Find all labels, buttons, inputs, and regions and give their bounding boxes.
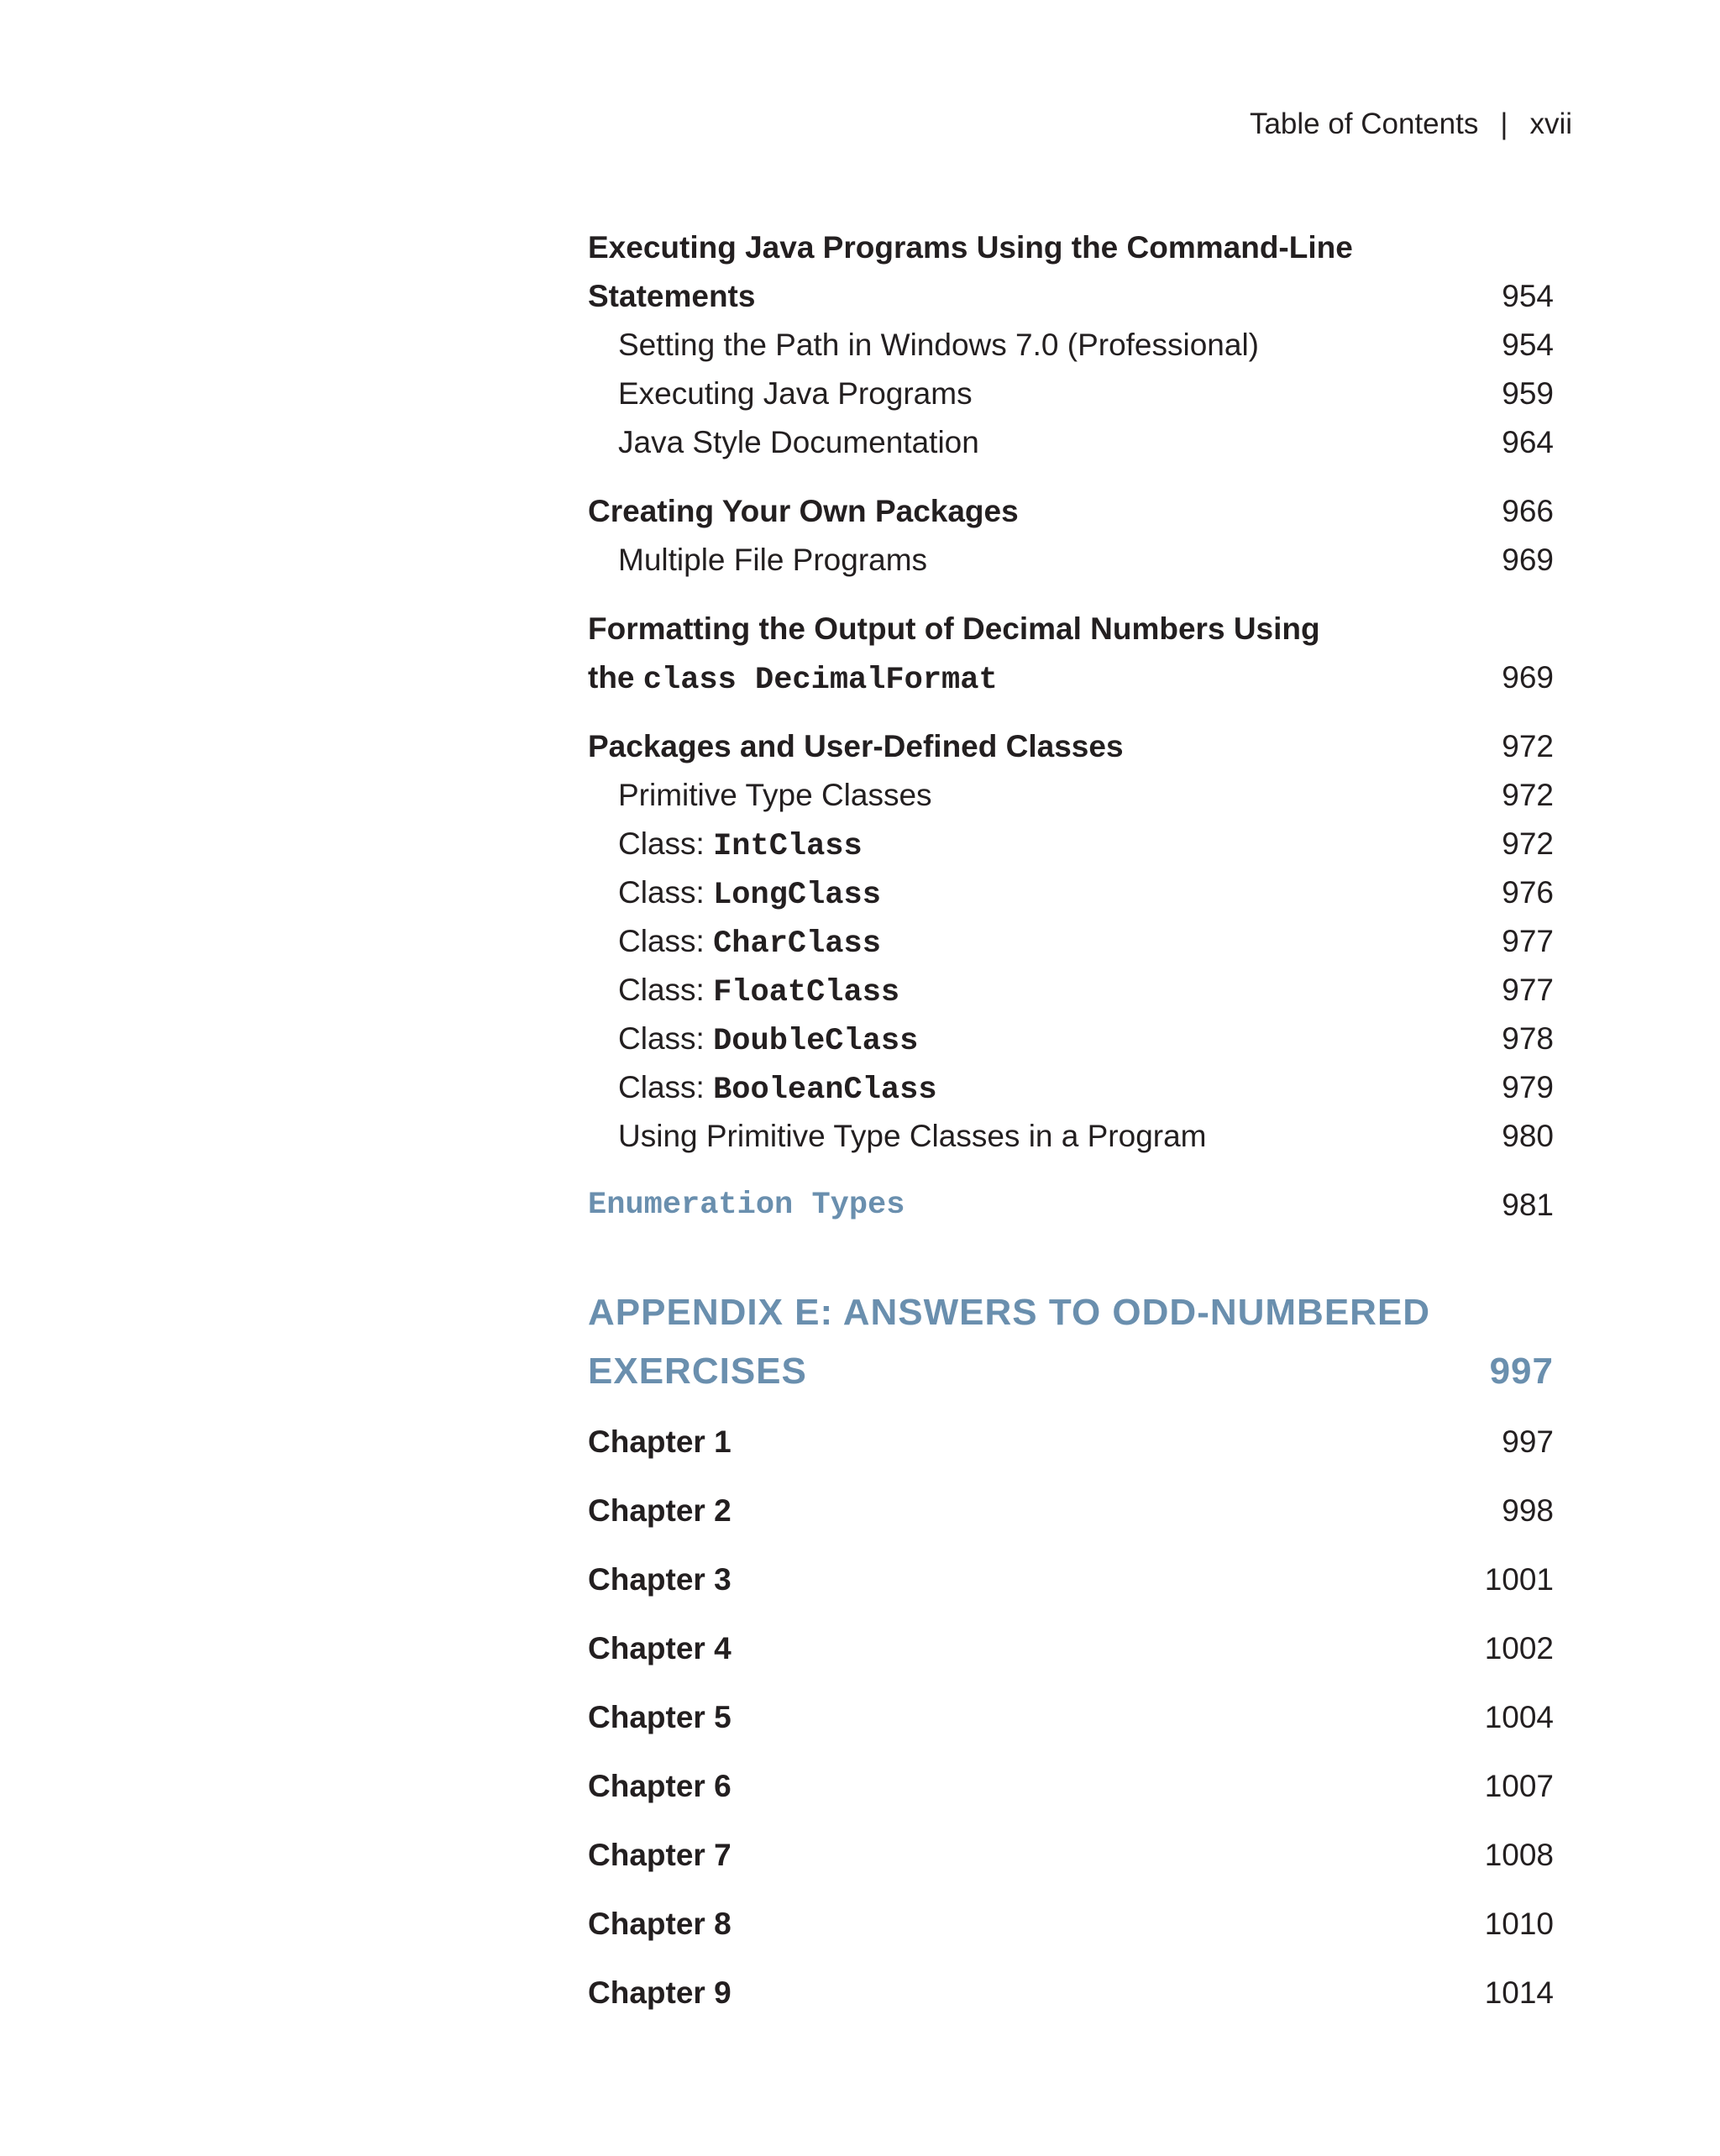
toc-chapter-title: Chapter 4 xyxy=(588,1631,732,1666)
toc-appendix-title: APPENDIX E: ANSWERS TO ODD-NUMBERED xyxy=(588,1292,1431,1333)
toc-entry-formatting-line1 xyxy=(588,605,1554,653)
toc-subentry xyxy=(588,1112,1554,1161)
toc-subentry-page: 964 xyxy=(1502,425,1554,459)
toc-subentry-prefix: Class: xyxy=(618,1070,714,1104)
toc-subentry-prefix: Class: xyxy=(618,826,714,861)
toc-subentry xyxy=(588,321,1554,370)
toc-chapter-entry xyxy=(588,1969,1554,2017)
toc-subentry xyxy=(588,418,1554,467)
toc-subentry-title: Setting the Path in Windows 7.0 (Professional) xyxy=(618,328,1259,362)
toc-chapter-entry xyxy=(588,1624,1554,1673)
toc-subentry-page: 976 xyxy=(1502,875,1554,910)
toc-appendix-title: EXERCISES xyxy=(588,1351,807,1392)
toc-subentry-title: Primitive Type Classes xyxy=(618,778,932,812)
toc-chapter-entry xyxy=(588,1762,1554,1811)
toc-appendix-page: 997 xyxy=(1489,1351,1554,1392)
toc-subentry xyxy=(588,820,1554,868)
toc-chapter-title: Chapter 1 xyxy=(588,1424,732,1459)
toc-subentry-page: 979 xyxy=(1502,1070,1554,1104)
toc-subentry-page: 972 xyxy=(1502,826,1554,861)
toc-subentry xyxy=(588,917,1554,966)
toc-subentry-prefix: Class: xyxy=(618,875,714,910)
toc-entry-page: 969 xyxy=(1502,660,1554,695)
toc-entry-page: 966 xyxy=(1502,494,1554,528)
toc-chapter-entry xyxy=(588,1487,1554,1535)
toc-chapter-page: 1008 xyxy=(1484,1838,1554,1872)
toc-subentry-page: 969 xyxy=(1502,543,1554,577)
toc-chapter-title: Chapter 9 xyxy=(588,1975,732,2010)
toc-subentry-page: 959 xyxy=(1502,376,1554,411)
toc-entry-title: Statements xyxy=(588,279,756,313)
running-head-page-number: xvii xyxy=(1529,108,1572,140)
toc-entry-title: Executing Java Programs Using the Command-Line xyxy=(588,230,1353,265)
toc-entry-executing-cmd-line2 xyxy=(588,272,1554,321)
toc-subentry-prefix: Class: xyxy=(618,924,714,958)
toc-subentry-code: IntClass xyxy=(713,829,863,864)
toc-subentry-page: 977 xyxy=(1502,973,1554,1007)
toc-entry-executing-cmd-line1 xyxy=(588,223,1554,272)
toc-entry-formatting-line2 xyxy=(588,653,1554,702)
toc-appendix-e-line2 xyxy=(588,1342,1554,1401)
toc-subentry xyxy=(588,966,1554,1015)
toc-chapter-entry xyxy=(588,1900,1554,1949)
toc-entry-title-code: class DecimalFormat xyxy=(642,663,998,698)
toc-subentry-page: 980 xyxy=(1502,1119,1554,1153)
toc-subentry-title: Using Primitive Type Classes in a Program xyxy=(618,1119,1207,1153)
toc-chapter-title: Chapter 8 xyxy=(588,1907,732,1941)
toc-subentry-title: Multiple File Programs xyxy=(618,543,928,577)
toc-chapter-entry xyxy=(588,1555,1554,1604)
toc-subentry xyxy=(588,868,1554,917)
toc-entry-page: 981 xyxy=(1502,1188,1554,1222)
toc-chapter-entry xyxy=(588,1693,1554,1742)
toc-subentry xyxy=(588,1015,1554,1063)
toc-subentry-code: CharClass xyxy=(713,926,881,962)
toc-entry-page: 972 xyxy=(1502,729,1554,763)
toc-entry-own-packages xyxy=(588,487,1554,536)
toc-chapter-title: Chapter 3 xyxy=(588,1562,732,1597)
toc-subentry-page: 977 xyxy=(1502,924,1554,958)
running-head-section: Table of Contents xyxy=(1249,108,1479,140)
toc-subentry-title: Executing Java Programs xyxy=(618,376,973,411)
toc-chapter-page: 1004 xyxy=(1484,1700,1554,1734)
toc-subentry xyxy=(588,370,1554,418)
toc-entry-page: 954 xyxy=(1502,279,1554,313)
toc-chapter-page: 1014 xyxy=(1484,1975,1554,2010)
toc-subentry-code: FloatClass xyxy=(713,975,900,1010)
toc-entry-title: Packages and User-Defined Classes xyxy=(588,729,1124,763)
toc-subentry-prefix: Class: xyxy=(618,973,714,1007)
toc-chapter-page: 1010 xyxy=(1484,1907,1554,1941)
toc-chapter-title: Chapter 6 xyxy=(588,1769,732,1803)
toc-subentry xyxy=(588,1063,1554,1112)
toc-subentry-code: BooleanClass xyxy=(713,1073,937,1108)
toc-subentry xyxy=(588,771,1554,820)
toc-entry-title-prefix: the xyxy=(588,660,635,695)
toc-chapter-page: 997 xyxy=(1502,1424,1554,1459)
running-head xyxy=(1250,108,1572,141)
running-head-separator: | xyxy=(1500,108,1508,140)
toc-chapter-title: Chapter 2 xyxy=(588,1493,732,1528)
toc-subentry xyxy=(588,536,1554,585)
toc-entry-title: Formatting the Output of Decimal Numbers Using xyxy=(588,611,1320,646)
toc-chapter-page: 1007 xyxy=(1484,1769,1554,1803)
toc-subentry-page: 954 xyxy=(1502,328,1554,362)
toc-subentry-title: Java Style Documentation xyxy=(618,425,979,459)
toc-subentry-page: 978 xyxy=(1502,1021,1554,1056)
toc-subentry-prefix: Class: xyxy=(618,1021,714,1056)
toc-subentry-page: 972 xyxy=(1502,778,1554,812)
toc-chapter-page: 1001 xyxy=(1484,1562,1554,1597)
toc-chapter-entry xyxy=(588,1418,1554,1466)
toc-entry-enumeration xyxy=(588,1181,1554,1230)
toc-chapter-title: Chapter 7 xyxy=(588,1838,732,1872)
toc-chapter-title: Chapter 5 xyxy=(588,1700,732,1734)
toc-chapter-page: 1002 xyxy=(1484,1631,1554,1666)
toc-entry-title-code: Enumeration Types xyxy=(588,1188,905,1223)
toc-chapter-entry xyxy=(588,1831,1554,1880)
toc-entry-packages-udc xyxy=(588,722,1554,771)
toc-appendix-e-line1 xyxy=(588,1283,1554,1342)
toc-chapter-page: 998 xyxy=(1502,1493,1554,1528)
toc-subentry-code: LongClass xyxy=(713,878,881,913)
toc-entry-title: Creating Your Own Packages xyxy=(588,494,1019,528)
toc-subentry-code: DoubleClass xyxy=(713,1024,919,1059)
